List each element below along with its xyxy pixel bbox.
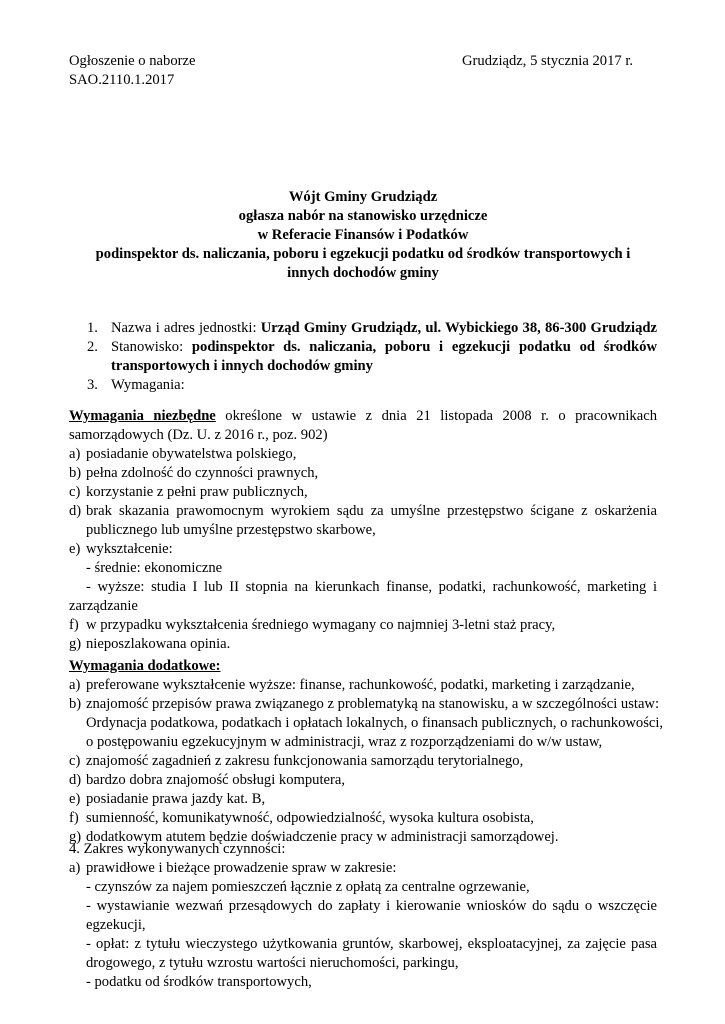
list-item — [69, 445, 657, 464]
item-label: Nazwa i adres jednostki: — [111, 320, 261, 336]
required-section — [69, 407, 657, 654]
item-text: brak skazania prawomocnym wyrokiem sądu za umyślne przestępstwo ścigane z oskarżenia — [86, 503, 657, 519]
item-marker: a) — [69, 860, 81, 876]
list-item — [69, 676, 657, 695]
item-text: posiadanie prawa jazdy kat. B, — [86, 791, 266, 807]
item-text: znajomość przepisów prawa związanego z problematyką na stanowisku, a w szczególności ustaw: — [86, 696, 660, 712]
item-text-cont: publicznego lub umyślne przestępstwo skarbowe, — [86, 522, 376, 538]
item-text: znajomość zagadnień z zakresu funkcjonowania samorządu terytorialnego, — [86, 753, 524, 769]
list-item — [69, 376, 657, 395]
sub-item: - wyższe: studia I lub II stopnia na kierunkach finanse, podatki, rachunkowość, marketing i — [86, 579, 657, 595]
list-item — [69, 635, 657, 654]
sub-item: - wystawianie wezwań przesądowych do zapłaty i kierowanie wniosków do sądu o wszczęcie — [86, 898, 657, 914]
sub-item-cont: drogowego, z tytułu wzrostu wartości nieruchomości, parkingu, — [86, 955, 459, 971]
list-item — [69, 464, 657, 483]
date-line: Grudziądz, 5 stycznia 2017 r. — [462, 53, 634, 69]
item-number: 1. — [87, 320, 98, 336]
item-text: posiadanie obywatelstwa polskiego, — [86, 446, 297, 462]
position-name: podinspektor ds. naliczania, poboru i egzekucji podatku od środków — [191, 339, 658, 355]
header-left — [69, 52, 195, 90]
item-marker: e) — [69, 541, 81, 557]
duties-section — [69, 840, 657, 992]
title-line: innych dochodów gminy — [287, 265, 439, 281]
sub-item-cont: zarządzanie — [69, 598, 138, 614]
list-item — [69, 752, 657, 771]
title-line: ogłasza nabór na stanowisko urzędnicze — [238, 208, 488, 224]
item-marker: b) — [69, 696, 82, 712]
additional-section — [69, 657, 664, 847]
sub-item: - czynszów za najem pomieszczeń łącznie z opłatą za centralne ogrzewanie, — [86, 879, 530, 895]
item-text: nieposzlakowana opinia. — [86, 636, 231, 652]
item-marker: g) — [69, 636, 82, 652]
list-item — [69, 859, 657, 878]
item-marker: c) — [69, 484, 81, 500]
announcement-label: Ogłoszenie o naborze — [69, 53, 196, 69]
list-item — [69, 771, 657, 790]
list-item — [69, 695, 664, 752]
item-marker: f) — [69, 810, 79, 826]
intro-text: określone w ustawie z dnia 21 listopada 2008 r. o pracownikach — [215, 408, 657, 424]
sub-item: - podatku od środków transportowych, — [86, 974, 312, 990]
item-label: Stanowisko: — [111, 339, 192, 355]
numbered-list — [69, 319, 657, 395]
sub-item: - opłat: z tytułu wieczystego użytkowania gruntów, skarbowej, eksploatacyjnej, za zajęcie pasa — [86, 936, 657, 952]
list-item — [69, 483, 657, 502]
item-text-cont: o postępowaniu egzekucyjnym w administracji, wraz z rozporządzeniami do w/w ustaw, — [86, 734, 603, 750]
title-line: w Referacie Finansów i Podatków — [257, 227, 469, 243]
item-text: sumienność, komunikatywność, odpowiedzialność, wysoka kultura osobista, — [86, 810, 534, 826]
list-item — [69, 616, 657, 635]
item-text: pełna zdolność do czynności prawnych, — [86, 465, 319, 481]
section-heading: 4. Zakres wykonywanych czynności: — [69, 841, 286, 857]
item-marker: c) — [69, 753, 81, 769]
title-line: podinspektor ds. naliczania, poboru i egzekucji podatku od środków transportowych i — [95, 246, 631, 262]
section-heading: Wymagania dodatkowe: — [69, 658, 221, 674]
item-text: korzystanie z pełni praw publicznych, — [86, 484, 308, 500]
sub-item: - średnie: ekonomiczne — [86, 560, 223, 576]
item-label: Wymagania: — [111, 377, 185, 393]
item-marker: b) — [69, 465, 82, 481]
item-text: bardzo dobra znajomość obsługi komputera, — [86, 772, 345, 788]
list-item — [69, 790, 657, 809]
item-text: preferowane wykształcenie wyższe: finanse, rachunkowość, podatki, marketing i zarządzanie, — [86, 677, 635, 693]
item-text: dodatkowym atutem będzie doświadczenie pracy w administracji samorządowej. — [86, 829, 559, 845]
item-text: wykształcenie: — [86, 541, 173, 557]
document-title — [69, 188, 657, 283]
title-line: Wójt Gminy Grudziądz — [288, 189, 438, 205]
item-text: prawidłowe i bieżące prowadzenie spraw w zakresie: — [86, 860, 397, 876]
list-item — [69, 338, 657, 376]
list-item — [69, 502, 657, 540]
list-item — [69, 319, 657, 338]
item-number: 2. — [87, 339, 98, 355]
intro-text-cont: samorządowych (Dz. U. z 2016 r., poz. 902) — [69, 427, 328, 443]
item-text: w przypadku wykształcenia średniego wymagany co najmniej 3-letni staż pracy, — [86, 617, 556, 633]
item-marker: a) — [69, 677, 81, 693]
list-item — [69, 540, 657, 559]
section-heading: Wymagania niezbędne — [69, 408, 216, 424]
reference-number: SAO.2110.1.2017 — [69, 72, 175, 88]
institution-name: Urząd Gminy Grudziądz, ul. Wybickiego 38, 86-300 Grudziądz — [260, 320, 657, 336]
position-name-cont: transportowych i innych dochodów gminy — [111, 358, 373, 374]
item-marker: d) — [69, 503, 82, 519]
item-marker: a) — [69, 446, 81, 462]
item-text-cont: Ordynacja podatkowa, podatkach i opłatach lokalnych, o finansach publicznych, o rachunkowości, — [86, 715, 664, 731]
item-marker: d) — [69, 772, 82, 788]
item-marker: f) — [69, 617, 79, 633]
item-marker: e) — [69, 791, 81, 807]
list-item — [69, 809, 657, 828]
sub-item-cont: egzekucji, — [86, 917, 146, 933]
item-number: 3. — [87, 377, 98, 393]
item-marker: g) — [69, 829, 82, 845]
